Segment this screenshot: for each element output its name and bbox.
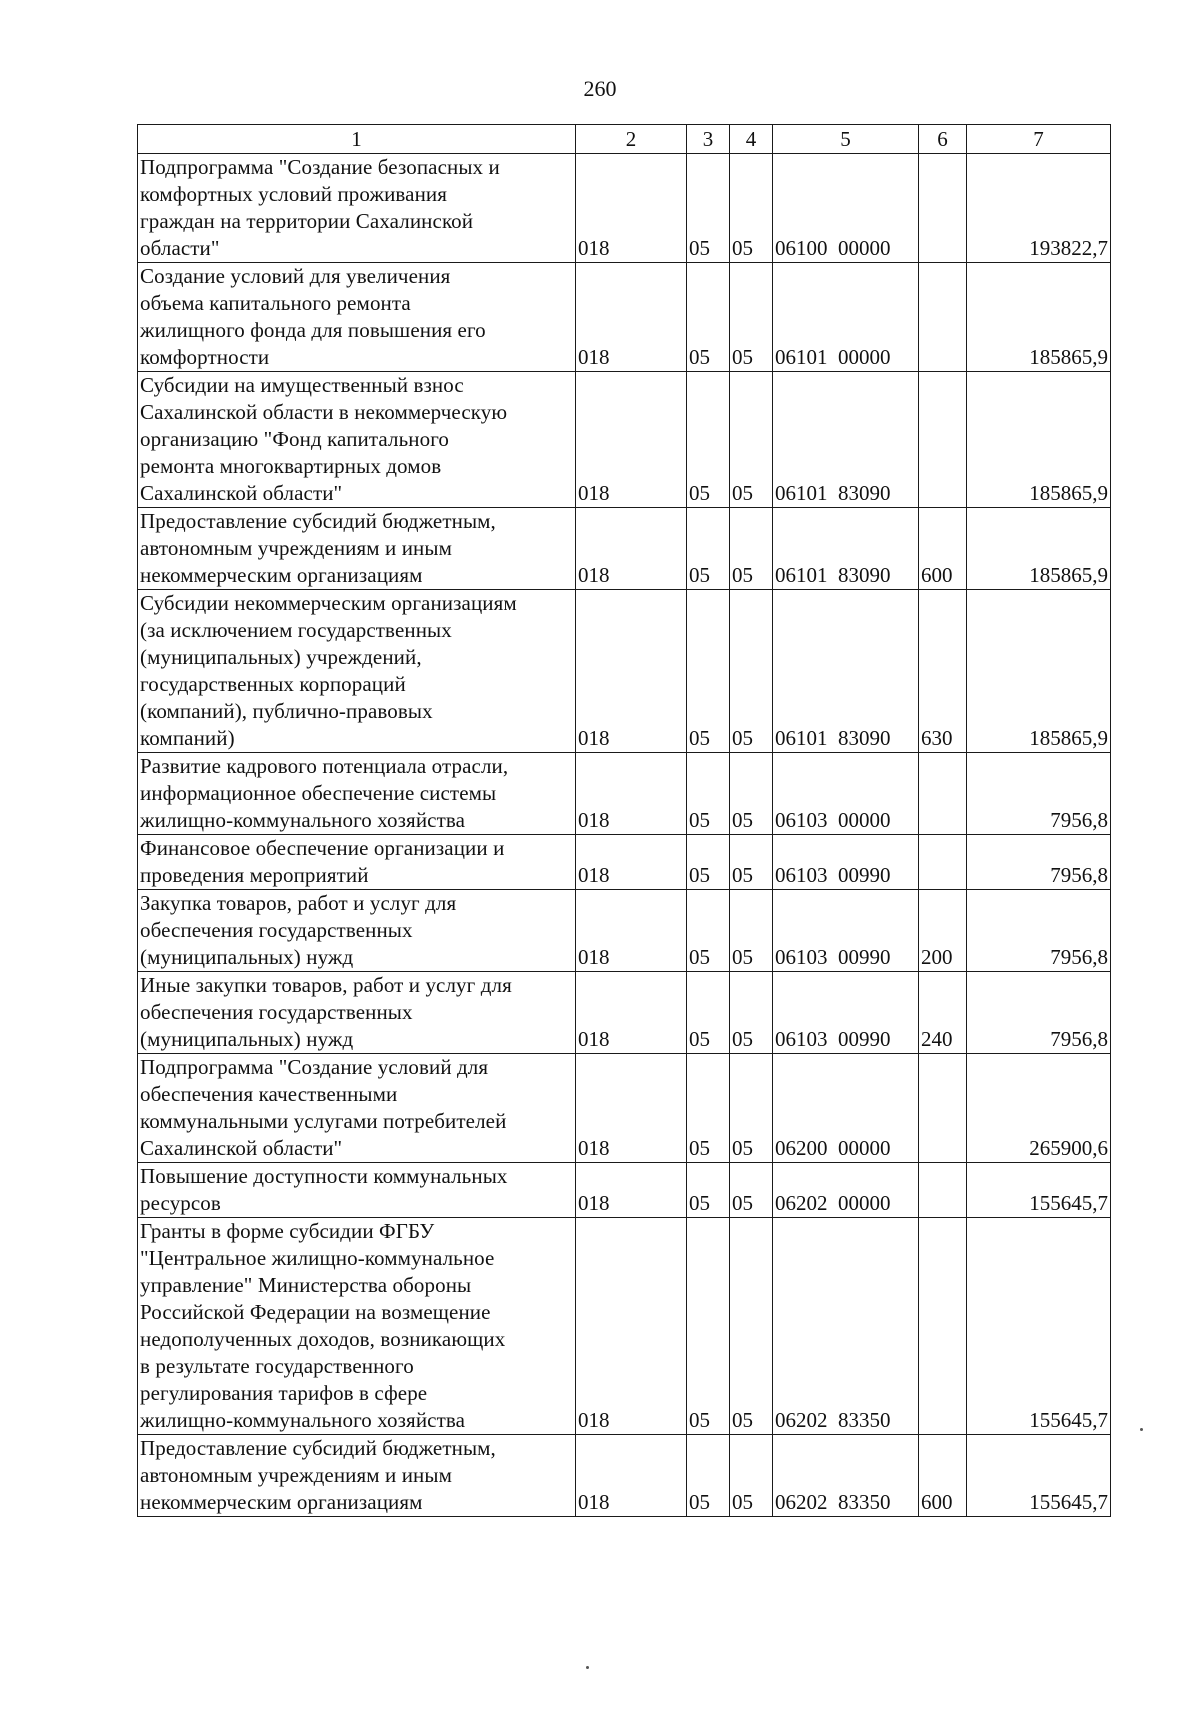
target-article-cell: 06202 00000: [773, 1163, 919, 1218]
section-cell: 05: [687, 590, 730, 753]
row-name-cell: Развитие кадрового потенциала отрасли, информационное обеспечение системы жилищно-коммунального хозяйства: [138, 753, 576, 835]
gov-code-cell: 018: [576, 372, 687, 508]
subsection-cell: 05: [730, 1218, 773, 1435]
expense-type-cell: 600: [919, 1435, 967, 1517]
gov-code-cell: 018: [576, 1163, 687, 1218]
subsection-cell: 05: [730, 972, 773, 1054]
table-row: [138, 890, 1111, 972]
expense-type-cell: [919, 753, 967, 835]
target-article-cell: 06103 00990: [773, 835, 919, 890]
section-cell: 05: [687, 835, 730, 890]
expense-type-cell: 600: [919, 508, 967, 590]
table-row: [138, 753, 1111, 835]
column-header-6: 6: [919, 125, 967, 154]
amount-cell: 7956,8: [967, 835, 1111, 890]
table-row: [138, 1163, 1111, 1218]
expense-type-cell: [919, 835, 967, 890]
section-cell: 05: [687, 753, 730, 835]
header-row: [138, 125, 1111, 154]
amount-cell: 155645,7: [967, 1163, 1111, 1218]
table-row: [138, 372, 1111, 508]
column-header-3: 3: [687, 125, 730, 154]
section-cell: 05: [687, 1163, 730, 1218]
column-header-1: 1: [138, 125, 576, 154]
table-row: [138, 154, 1111, 263]
gov-code-cell: 018: [576, 835, 687, 890]
subsection-cell: 05: [730, 753, 773, 835]
gov-code-cell: 018: [576, 263, 687, 372]
table-header: [138, 125, 1111, 154]
gov-code-cell: 018: [576, 1054, 687, 1163]
row-name-cell: Иные закупки товаров, работ и услуг для обеспечения государственных (муниципальных) нужд: [138, 972, 576, 1054]
row-name-cell: Субсидии некоммерческим организациям (за исключением государственных (муниципальных) учреждений, государственных корпораций (компаний), публично-правовых компаний): [138, 590, 576, 753]
column-header-4: 4: [730, 125, 773, 154]
gov-code-cell: 018: [576, 154, 687, 263]
section-cell: 05: [687, 890, 730, 972]
section-cell: 05: [687, 972, 730, 1054]
scan-speck: [1140, 1428, 1143, 1431]
table-row: [138, 835, 1111, 890]
target-article-cell: 06101 83090: [773, 372, 919, 508]
budget-table: [137, 124, 1111, 1517]
row-name-cell: Субсидии на имущественный взнос Сахалинской области в некоммерческую организацию "Фонд капитального ремонта многоквартирных домов Сахалинской области": [138, 372, 576, 508]
gov-code-cell: 018: [576, 890, 687, 972]
column-header-5: 5: [773, 125, 919, 154]
table-row: [138, 972, 1111, 1054]
table-body: [138, 154, 1111, 1517]
section-cell: 05: [687, 1218, 730, 1435]
gov-code-cell: 018: [576, 508, 687, 590]
target-article-cell: 06101 83090: [773, 590, 919, 753]
table-row: [138, 508, 1111, 590]
subsection-cell: 05: [730, 263, 773, 372]
amount-cell: 193822,7: [967, 154, 1111, 263]
row-name-cell: Гранты в форме субсидии ФГБУ "Центральное жилищно-коммунальное управление" Министерства обороны Российской Федерации на возмещение недополученных доходов, возникающих в результате государственного регулирования тарифов в сфере жилищно-коммунального хозяйства: [138, 1218, 576, 1435]
expense-type-cell: [919, 1163, 967, 1218]
section-cell: 05: [687, 263, 730, 372]
expense-type-cell: [919, 263, 967, 372]
subsection-cell: 05: [730, 508, 773, 590]
amount-cell: 185865,9: [967, 372, 1111, 508]
target-article-cell: 06202 83350: [773, 1218, 919, 1435]
amount-cell: 7956,8: [967, 753, 1111, 835]
row-name-cell: Предоставление субсидий бюджетным, автономным учреждениям и иным некоммерческим организациям: [138, 508, 576, 590]
scan-speck: [586, 1666, 589, 1669]
target-article-cell: 06200 00000: [773, 1054, 919, 1163]
row-name-cell: Закупка товаров, работ и услуг для обеспечения государственных (муниципальных) нужд: [138, 890, 576, 972]
target-article-cell: 06101 00000: [773, 263, 919, 372]
amount-cell: 185865,9: [967, 263, 1111, 372]
subsection-cell: 05: [730, 372, 773, 508]
target-article-cell: 06101 83090: [773, 508, 919, 590]
expense-type-cell: 630: [919, 590, 967, 753]
amount-cell: 155645,7: [967, 1435, 1111, 1517]
gov-code-cell: 018: [576, 1435, 687, 1517]
page-number: 260: [583, 76, 617, 101]
subsection-cell: 05: [730, 835, 773, 890]
section-cell: 05: [687, 508, 730, 590]
amount-cell: 185865,9: [967, 590, 1111, 753]
expense-type-cell: [919, 1218, 967, 1435]
column-header-7: 7: [967, 125, 1111, 154]
subsection-cell: 05: [730, 590, 773, 753]
subsection-cell: 05: [730, 1435, 773, 1517]
table-row: [138, 590, 1111, 753]
table-row: [138, 1218, 1111, 1435]
target-article-cell: 06103 00000: [773, 753, 919, 835]
subsection-cell: 05: [730, 154, 773, 263]
row-name-cell: Подпрограмма "Создание безопасных и комфортных условий проживания граждан на территории Сахалинской области": [138, 154, 576, 263]
gov-code-cell: 018: [576, 753, 687, 835]
table-row: [138, 1054, 1111, 1163]
amount-cell: 7956,8: [967, 972, 1111, 1054]
amount-cell: 185865,9: [967, 508, 1111, 590]
gov-code-cell: 018: [576, 1218, 687, 1435]
section-cell: 05: [687, 1435, 730, 1517]
row-name-cell: Подпрограмма "Создание условий для обеспечения качественными коммунальными услугами потребителей Сахалинской области": [138, 1054, 576, 1163]
table-row: [138, 263, 1111, 372]
table-row: [138, 1435, 1111, 1517]
target-article-cell: 06103 00990: [773, 890, 919, 972]
gov-code-cell: 018: [576, 590, 687, 753]
target-article-cell: 06100 00000: [773, 154, 919, 263]
gov-code-cell: 018: [576, 972, 687, 1054]
expense-type-cell: [919, 372, 967, 508]
expense-type-cell: [919, 1054, 967, 1163]
row-name-cell: Предоставление субсидий бюджетным, автономным учреждениям и иным некоммерческим организациям: [138, 1435, 576, 1517]
amount-cell: 155645,7: [967, 1218, 1111, 1435]
row-name-cell: Повышение доступности коммунальных ресурсов: [138, 1163, 576, 1218]
column-header-2: 2: [576, 125, 687, 154]
expense-type-cell: 240: [919, 972, 967, 1054]
amount-cell: 7956,8: [967, 890, 1111, 972]
subsection-cell: 05: [730, 890, 773, 972]
target-article-cell: 06202 83350: [773, 1435, 919, 1517]
expense-type-cell: [919, 154, 967, 263]
subsection-cell: 05: [730, 1054, 773, 1163]
subsection-cell: 05: [730, 1163, 773, 1218]
expense-type-cell: 200: [919, 890, 967, 972]
row-name-cell: Финансовое обеспечение организации и проведения мероприятий: [138, 835, 576, 890]
amount-cell: 265900,6: [967, 1054, 1111, 1163]
section-cell: 05: [687, 154, 730, 263]
target-article-cell: 06103 00990: [773, 972, 919, 1054]
section-cell: 05: [687, 1054, 730, 1163]
section-cell: 05: [687, 372, 730, 508]
row-name-cell: Создание условий для увеличения объема капитального ремонта жилищного фонда для повышения его комфортности: [138, 263, 576, 372]
